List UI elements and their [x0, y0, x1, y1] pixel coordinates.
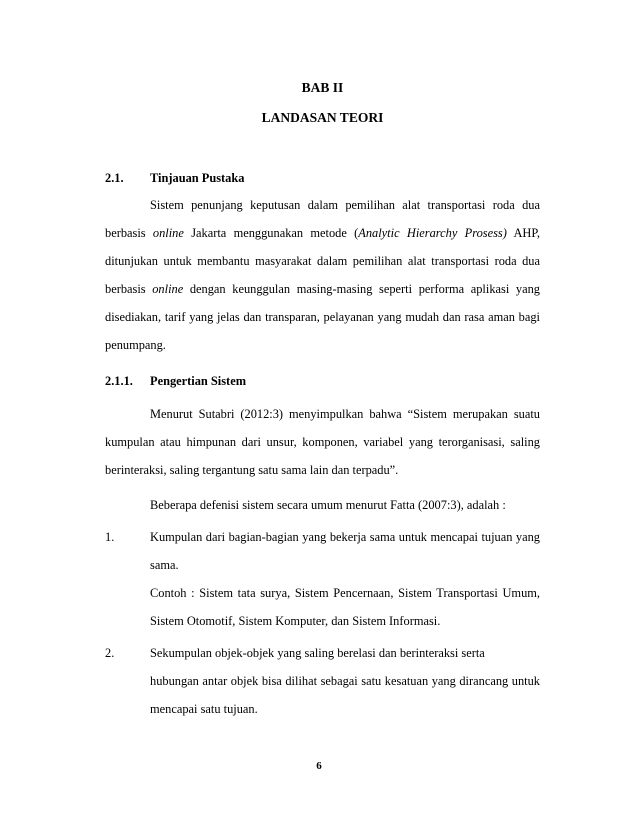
list-item-line: Contoh : Sistem tata surya, Sistem Pencernaan, Sistem Transportasi Umum, [150, 586, 540, 600]
subsection-title: Pengertian Sistem [150, 374, 247, 388]
section-title: Tinjauan Pustaka [150, 171, 245, 185]
list-item-number: 2. [105, 646, 115, 660]
page-number: 6 [316, 760, 322, 772]
paragraph-line: disediakan, tarif yang jelas dan transparan, pelayanan yang mudah dan rasa aman bagi [105, 310, 540, 324]
intro-line: Beberapa defenisi sistem secara umum menurut Fatta (2007:3), adalah : [150, 498, 506, 512]
paragraph-line: berbasis online Jakarta menggunakan metode (Analytic Hierarchy Prosess) AHP, [105, 226, 540, 240]
paragraph-line: Sistem penunjang keputusan dalam pemilihan alat transportasi roda dua [150, 198, 540, 212]
quote-line: kumpulan atau himpunan dari unsur, komponen, variabel yang terorganisasi, saling [105, 435, 540, 449]
paragraph-line: ditunjukan untuk membantu masyarakat dalam pemilihan alat transportasi roda dua [105, 254, 540, 268]
list-item-line: sama. [150, 558, 179, 572]
list-item-number: 1. [105, 530, 115, 544]
subsection-number: 2.1.1. [105, 374, 133, 388]
chapter-number: BAB II [301, 80, 344, 95]
section-number: 2.1. [105, 171, 124, 185]
quote-line: berinteraksi, saling tergantung satu sama lain dan terpadu”. [105, 463, 399, 477]
chapter-title: LANDASAN TEORI [261, 110, 384, 125]
list-item-line: Sekumpulan objek-objek yang saling berelasi dan berinteraksi serta [150, 646, 485, 660]
paragraph-line: berbasis online dengan keunggulan masing-masing seperti performa aplikasi yang [105, 282, 540, 296]
quote-line: Menurut Sutabri (2012:3) menyimpulkan bahwa “Sistem merupakan suatu [150, 407, 540, 421]
paragraph-line: penumpang. [105, 338, 166, 352]
list-item-line: Sistem Otomotif, Sistem Komputer, dan Sistem Informasi. [150, 614, 441, 628]
list-item-line: mencapai satu tujuan. [150, 702, 258, 716]
list-item-line: Kumpulan dari bagian-bagian yang bekerja sama untuk mencapai tujuan yang [150, 530, 540, 544]
list-item-line: hubungan antar objek bisa dilihat sebagai satu kesatuan yang dirancang untuk [150, 674, 540, 688]
